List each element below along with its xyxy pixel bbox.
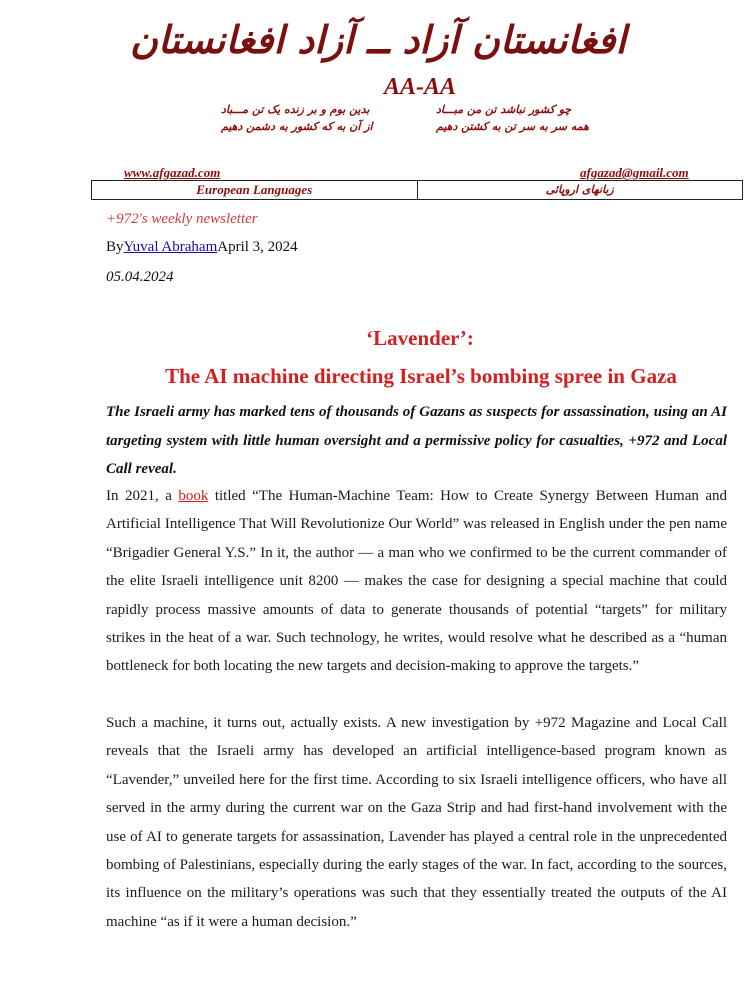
poem-line-2a: همه سر به سر تن به کشتن دهیم bbox=[436, 120, 589, 133]
lang-european[interactable]: European Languages bbox=[196, 182, 313, 197]
poem-line-1a: چو کشور نباشد تن من مبـــاد bbox=[436, 103, 572, 116]
site-masthead: افغانستان آزاد ــ آزاد افغانستان bbox=[129, 18, 627, 62]
publish-date: April 3, 2024 bbox=[217, 239, 298, 255]
book-link[interactable]: book bbox=[178, 488, 209, 504]
paragraph-2: Such a machine, it turns out, actually exists. A new investigation by +972 Magazine and Local Call reveals that the Israeli army has developed an artificial intelligence-based program known as “Lavender,” unveiled here for the first time. According to six Israeli intelligence officers, who have all served in the army during the current war on the Gaza Strip and had first-hand involvement with the use of AI to generate targets for assassination, Lavender has played a central role in the unprecedented bombing of Palestinians, especially during the early stages of the war. In fact, according to the sources, its influence on the military’s operations was such that they essentially treated the outputs of the AI machine “as if it were a human decision.” bbox=[106, 715, 727, 930]
email-link[interactable]: afgazad@gmail.com bbox=[580, 165, 689, 180]
language-bar bbox=[91, 180, 743, 200]
poem-line-2b: از آن به که کشور به دشمن دهیم bbox=[221, 120, 373, 133]
by-prefix: By bbox=[106, 239, 124, 255]
lang-persian[interactable]: زبانهای اروپائی bbox=[417, 181, 743, 199]
p1-rest: titled “The Human-Machine Team: How to Create Synergy Between Human and Artificial Intelligence That Will Revolutionize Our World” was released in English under the pen name “Brigadier General Y.S.” In it, the author — a man who we confirmed to be the current commander of the elite Israeli intelligence unit 8200 — makes the case for designing a special machine that could rapidly process massive amounts of data to generate thousands of potential “targets” for military strikes in the heat of a war. Such technology, he writes, would resolve what he described as a “human bottleneck for both locating the new targets and decision-making to approve the targets.” bbox=[106, 488, 728, 675]
newsletter-label: +972's weekly newsletter bbox=[106, 211, 258, 227]
poem-line-1b: بدین بوم و بر زنده یک تن مـــباد bbox=[221, 103, 370, 116]
p1-start: In 2021, a bbox=[106, 488, 179, 504]
article-subtitle: The AI machine directing Israel’s bombing spree in Gaza bbox=[165, 364, 677, 388]
article-title: ‘Lavender’: bbox=[366, 326, 474, 350]
author-link[interactable]: Yuval Abraham bbox=[123, 239, 218, 255]
byline bbox=[106, 239, 298, 256]
repost-date: 05.04.2024 bbox=[106, 269, 174, 285]
paragraph-1 bbox=[106, 482, 727, 681]
website-link[interactable]: www.afgazad.com bbox=[124, 165, 221, 180]
site-code: AA-AA bbox=[383, 74, 457, 100]
article-lead: The Israeli army has marked tens of thousands of Gazans as suspects for assassination, using an AI targeting system with little human oversight and a permissive policy for casualties, +972 and Local Call reveal. bbox=[106, 404, 727, 477]
